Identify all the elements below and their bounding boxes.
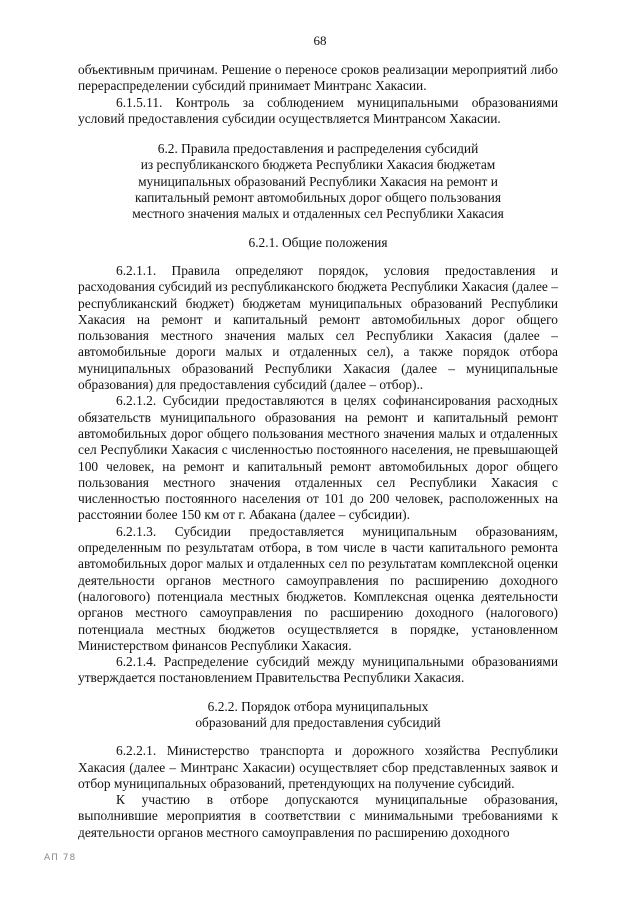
footer-stamp: АП 78 [44,853,77,863]
page-number: 68 [313,33,327,48]
paragraph-6-2-1-2: 6.2.1.2. Субсидии предоставляются в целях софинансирования расходных обязательств муниципального образования на ремонт и капитальный ремонт автомобильных дорог общего пользования местного значения малых и отдаленных сел Республики Хакасия с численностью постоянного населения, не превышающей 100 человек, на ремонт и капитальный ремонт автомобильных дорог общего пользования местного значения отдаленных сел Республики Хакасия с численностью постоянного населения от 101 до 200 человек, расположенных на расстоянии более 150 км от г. Абакана (далее – субсидии). [78,393,558,523]
paragraph-6-2-1-4: 6.2.1.4. Распределение субсидий между муниципальными образованиями утверждается постановлением Правительства Республики Хакасия. [78,654,558,686]
section-heading-6-2 [78,141,558,222]
paragraph-6-1-5-11: 6.1.5.11. Контроль за соблюдением муниципальными образованиями условий предоставления субсидии осуществляется Минтрансом Хакасии. [78,94,558,126]
paragraph-participation: К участию в отборе допускаются муниципальные образования, выполнившие мероприятия в соответствии с минимальными требованиями к деятельности органов местного самоуправления по расширению доходного [78,792,558,840]
section-heading-line: из республиканского бюджета Республики Хакасия бюджетам [140,157,496,173]
subsection-heading-line: 6.2.2. Порядок отбора муниципальных [207,698,429,714]
subsection-heading-6-2-2 [78,699,558,732]
paragraph-6-2-2-1: 6.2.2.1. Министерство транспорта и дорожного хозяйства Республики Хакасия (далее – Минтранс Хакасии) осуществляет сбор представленных заявок и отбор муниципальных образований, претендующих на получение субсидий. [78,743,558,791]
subsection-heading-line: образований для предоставления субсидий [195,714,441,730]
subsection-heading-6-2-1: 6.2.1. Общие положения [248,234,388,250]
section-heading-line: 6.2. Правила предоставления и распределения субсидий [157,141,479,157]
paragraph-continuation: объективным причинам. Решение о переносе сроков реализации мероприятий либо перераспределении субсидий принимает Минтранс Хакасии. [78,62,558,94]
section-heading-line: муниципальных образований Республики Хакасия на ремонт и [138,173,498,189]
section-heading-line: капитальный ремонт автомобильных дорог общего пользования [135,190,501,206]
paragraph-6-2-1-3: 6.2.1.3. Субсидии предоставляется муниципальным образованиям, определенным по результатам отбора, в том числе в части капитального ремонта автомобильных дорог малых и отдаленных сел по результатам комплексной оценки деятельности органов местного самоуправления по расширению доходного (налогового) потенциала местных бюджетов. Комплексная оценка деятельности органов местного самоуправления по расширению доходного (налогового) потенциала местных бюджетов осуществляется в порядке, установленном Министерством финансов Республики Хакасия. [78,523,558,653]
paragraph-6-2-1-1: 6.2.1.1. Правила определяют порядок, условия предоставления и расходования субсидий из республиканского бюджета Республики Хакасия (далее – республиканский бюджет) бюджетам муниципальных образований Республики Хакасия на ремонт и капитальный ремонт автомобильных дорог общего пользования местного значения малых сел Республики Хакасия (далее – автомобильные дороги малых и отдаленных сел), а также порядок отбора муниципальных образований Республики Хакасия (далее – муниципальные образования) для предоставления субсидий (далее – отбор).. [78,262,558,393]
document-body [78,62,558,841]
section-heading-line: местного значения малых и отдаленных сел Республики Хакасия [132,206,504,222]
